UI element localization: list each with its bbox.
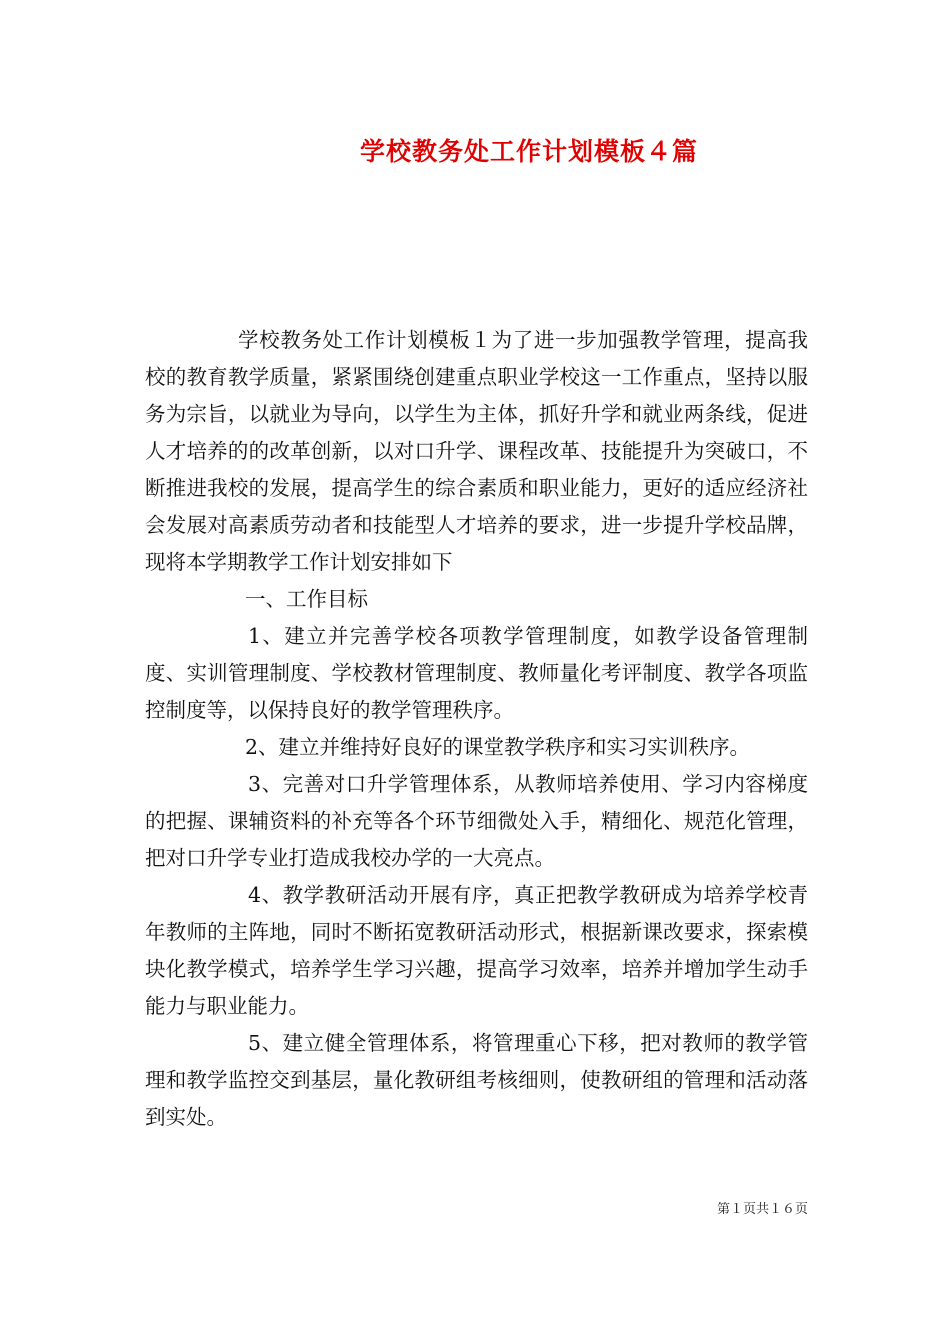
section-heading: 一、工作目标 [245, 587, 368, 611]
document-body [145, 322, 808, 1136]
goal-item-3: 3、完善对口升学管理体系，从教师培养使用、学习内容梯度的把握、课辅资料的补充等各个环节细微处入手，精细化、规范化管理，把对口升学专业打造成我校办学的一大亮点。 [145, 772, 808, 870]
page-number: 第１页共１６页 [716, 1202, 808, 1217]
document-title: 学校教务处工作计划模板４篇 [359, 137, 698, 166]
goal-item-5: 5、建立健全管理体系，将管理重心下移，把对教师的教学管理和教学监控交到基层，量化教研组考核细则，使教研组的管理和活动落到实处。 [145, 1031, 808, 1129]
goal-item-1: 1、建立并完善学校各项教学管理制度，如教学设备管理制度、实训管理制度、学校教材管理制度、教师量化考评制度、教学各项监控制度等，以保持良好的教学管理秩序。 [145, 624, 808, 722]
goal-item-4: 4、教学教研活动开展有序，真正把教学教研成为培养学校青年教师的主阵地，同时不断拓宽教研活动形式，根据新课改要求，探索模块化教学模式，培养学生学习兴趣，提高学习效率，培养并增加学生动手能力与职业能力。 [145, 883, 808, 1018]
goal-item-2: 2、建立并维持好良好的课堂教学秩序和实习实训秩序。 [245, 735, 751, 759]
intro-paragraph: 学校教务处工作计划模板１为了进一步加强教学管理，提高我校的教育教学质量，紧紧围绕创建重点职业学校这一工作重点，坚持以服务为宗旨，以就业为导向，以学生为主体，抓好升学和就业两条线，促进人才培养的的改革创新，以对口升学、课程改革、技能提升为突破口，不断推进我校的发展，提高学生的综合素质和职业能力，更好的适应经济社会发展对高素质劳动者和技能型人才培养的要求，进一步提升学校品牌，现将本学期教学工作计划安排如下 [145, 328, 808, 574]
